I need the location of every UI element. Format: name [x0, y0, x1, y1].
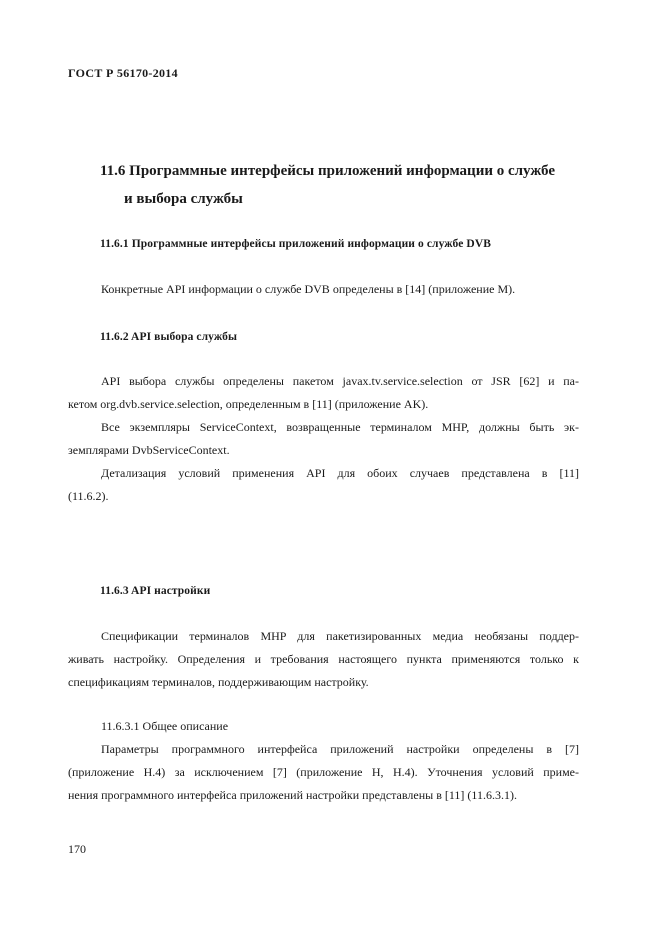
- section-heading: [100, 157, 590, 213]
- clause-heading-11-6-3-1: 11.6.3.1 Общее описание: [101, 719, 229, 733]
- paragraph-line: API выбора службы определены пакетом javax.tv.service.selection от JSR [62] и па-: [101, 374, 579, 388]
- paragraph-11-6-1: Конкретные API информации о службе DVB определены в [14] (приложение M).: [101, 282, 516, 296]
- paragraph-line: живать настройку. Определения и требования настоящего пункта применяются только к: [68, 652, 579, 666]
- paragraph-line: Все экземпляры ServiceContext, возвращенные терминалом MHP, должны быть эк-: [101, 420, 579, 434]
- paragraph-line: нения программного интерфейса приложений настройки представлены в [11] (11.6.3.1).: [68, 788, 517, 802]
- paragraph-line: (приложение H.4) за исключением [7] (приложение H, H.4). Уточнения условий приме-: [68, 765, 579, 779]
- section-heading-line1: 11.6 Программные интерфейсы приложений информации о службе: [100, 163, 556, 179]
- paragraph-line: кетом org.dvb.service.selection, определенным в [11] (приложение AK).: [68, 397, 429, 411]
- paragraph-11-6-3: [68, 625, 579, 694]
- subsection-heading-11-6-2: 11.6.2 API выбора службы: [100, 331, 238, 343]
- paragraph-line: (11.6.2).: [68, 489, 109, 503]
- paragraph-line: Параметры программного интерфейса приложений настройки определены в [7]: [101, 742, 579, 756]
- paragraph-line: Спецификации терминалов MHP для пакетизированных медиа необязаны поддер-: [101, 629, 579, 643]
- standard-header: ГОСТ Р 56170-2014: [68, 66, 178, 80]
- section-heading-line2: и выбора службы: [124, 191, 243, 207]
- paragraph-line: спецификациям терминалов, поддерживающим настройку.: [68, 675, 369, 689]
- paragraph-line: земплярами DvbServiceContext.: [68, 443, 230, 457]
- page-number: 170: [68, 842, 86, 856]
- paragraph-11-6-2: [68, 370, 579, 508]
- subsection-heading-11-6-1: 11.6.1 Программные интерфейсы приложений информации о службе DVB: [100, 238, 492, 250]
- paragraph-line: Детализация условий применения API для обоих случаев представлена в [11]: [101, 466, 579, 480]
- subsection-heading-11-6-3: 11.6.3 API настройки: [100, 585, 211, 597]
- paragraph-11-6-3-1: [68, 738, 579, 807]
